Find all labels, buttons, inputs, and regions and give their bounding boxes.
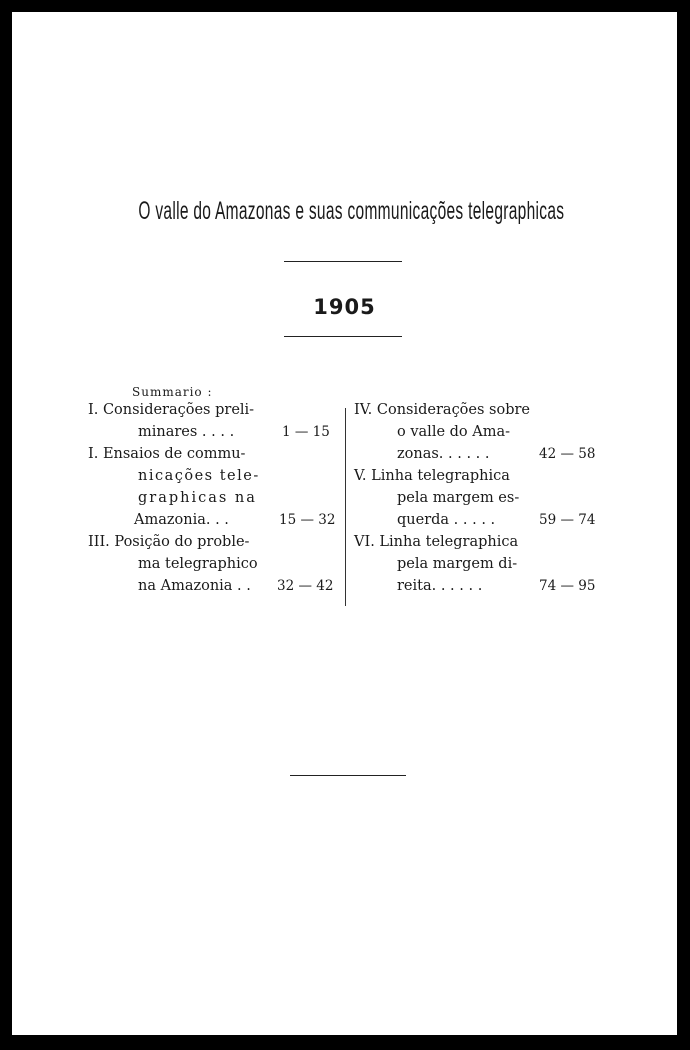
toc-entry-pages: 32 — 42: [277, 578, 334, 594]
divider-middle: [284, 336, 402, 337]
publication-year: 1905: [313, 295, 376, 319]
toc-entry-line: o valle do Ama-: [397, 424, 511, 440]
summary-label: Summario :: [132, 385, 213, 399]
toc-entry-line: IV. Considerações sobre: [354, 402, 531, 418]
toc-entry-line: querda . . . . .: [397, 512, 496, 528]
document-page: [12, 12, 677, 1035]
divider-bottom: [290, 775, 406, 776]
toc-entry-line: graphicas na: [138, 490, 257, 506]
toc-entry-line: nicações tele-: [138, 468, 260, 484]
toc-entry-line: minares . . . .: [138, 424, 235, 440]
toc-entry-line: zonas. . . . . .: [397, 446, 490, 462]
toc-entry-pages: 59 — 74: [539, 512, 596, 528]
toc-entry-line: III. Posição do proble-: [88, 534, 250, 550]
toc-entry-line: na Amazonia . .: [138, 578, 251, 594]
document-title: O valle do Amazonas e suas communicações telegraphicas: [138, 197, 565, 225]
toc-entry-line: ma telegraphico: [138, 556, 258, 572]
toc-entry-pages: 1 — 15: [282, 424, 330, 440]
toc-entry-pages: 74 — 95: [539, 578, 596, 594]
toc-entry-line: V. Linha telegraphica: [354, 468, 510, 484]
divider-top: [284, 261, 402, 262]
toc-entry-pages: 42 — 58: [539, 446, 596, 462]
toc-entry-line: Amazonia. . .: [134, 512, 229, 528]
toc-entry-line: VI. Linha telegraphica: [354, 534, 519, 550]
toc-entry-pages: 15 — 32: [279, 512, 336, 528]
toc-entry-line: pela margem es-: [397, 490, 520, 506]
toc-entry-line: I. Considerações preli-: [88, 402, 255, 418]
column-divider: [345, 408, 346, 606]
toc-entry-line: pela margem di-: [397, 556, 518, 572]
toc-entry-line: reita. . . . . .: [397, 578, 483, 594]
toc-entry-line: I. Ensaios de commu-: [88, 446, 246, 462]
